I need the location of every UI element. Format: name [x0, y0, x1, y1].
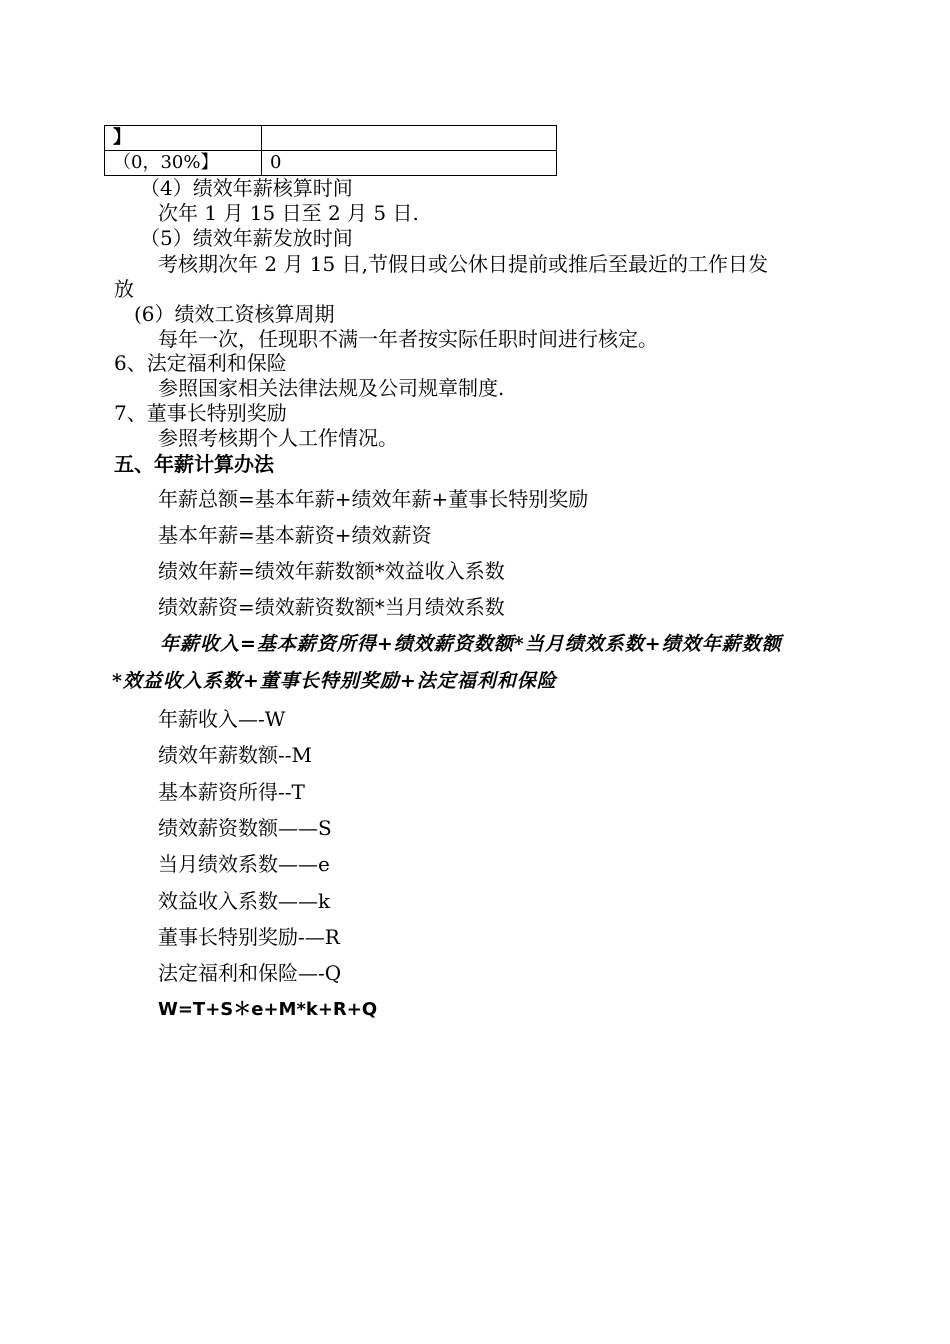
- item5-body-line1: 考核期次年 2 月 15 日,节假日或公休日提前或推后至最近的工作日发: [158, 252, 768, 276]
- formula-line: 年薪总额=基本年薪+绩效年薪+董事长特别奖励: [158, 487, 589, 511]
- item5-title: （5）绩效年薪发放时间: [140, 226, 353, 250]
- table-cell: 0: [262, 151, 557, 176]
- table-row: [105, 126, 557, 151]
- formula-line: 绩效薪资=绩效薪资数额*当月绩效系数: [158, 595, 505, 619]
- definition-item: 绩效薪资数额——S: [158, 816, 332, 840]
- table-cell: （0，30%】: [105, 151, 262, 176]
- coefficient-table: [104, 125, 557, 176]
- heading-benefits: 6、法定福利和保险: [114, 351, 287, 375]
- chairman-award-body: 参照考核期个人工作情况。: [158, 426, 398, 450]
- formula-line: 基本年薪=基本薪资+绩效薪资: [158, 523, 432, 547]
- item5-body-line2: 放: [114, 277, 134, 301]
- annual-income-formula-line1: 年薪收入=基本薪资所得+绩效薪资数额*当月绩效系数+绩效年薪数额: [160, 633, 782, 655]
- item6-body: 每年一次，任现职不满一年者按实际任职时间进行核定。: [158, 327, 658, 351]
- item4-body: 次年 1 月 15 日至 2 月 5 日.: [158, 201, 419, 225]
- definition-item: 年薪收入—-W: [158, 707, 286, 731]
- benefits-body: 参照国家相关法律法规及公司规章制度.: [158, 376, 505, 400]
- definition-item: 法定福利和保险—-Q: [158, 961, 342, 985]
- definition-item: 基本薪资所得--T: [158, 780, 305, 804]
- definition-item: 董事长特别奖励-—R: [158, 925, 340, 949]
- table-cell: 】: [105, 126, 262, 151]
- formula-line: 绩效年薪=绩效年薪数额*效益收入系数: [158, 559, 505, 583]
- annual-income-formula-line2: *效益收入系数+董事长特别奖励+法定福利和保险: [112, 670, 557, 692]
- final-formula: W=T+S＊e+M*k+R+Q: [158, 999, 378, 1020]
- table-row: [105, 151, 557, 176]
- heading-chairman-award: 7、董事长特别奖励: [114, 401, 287, 425]
- definition-item: 绩效年薪数额--M: [158, 743, 312, 767]
- definition-item: 当月绩效系数——e: [158, 852, 330, 876]
- table-cell: [262, 126, 557, 151]
- section-heading-salary-calc: 五、年薪计算办法: [114, 452, 274, 476]
- item4-title: （4）绩效年薪核算时间: [140, 176, 353, 200]
- item6-title: (6）绩效工资核算周期: [134, 302, 335, 326]
- definition-item: 效益收入系数——k: [158, 889, 331, 913]
